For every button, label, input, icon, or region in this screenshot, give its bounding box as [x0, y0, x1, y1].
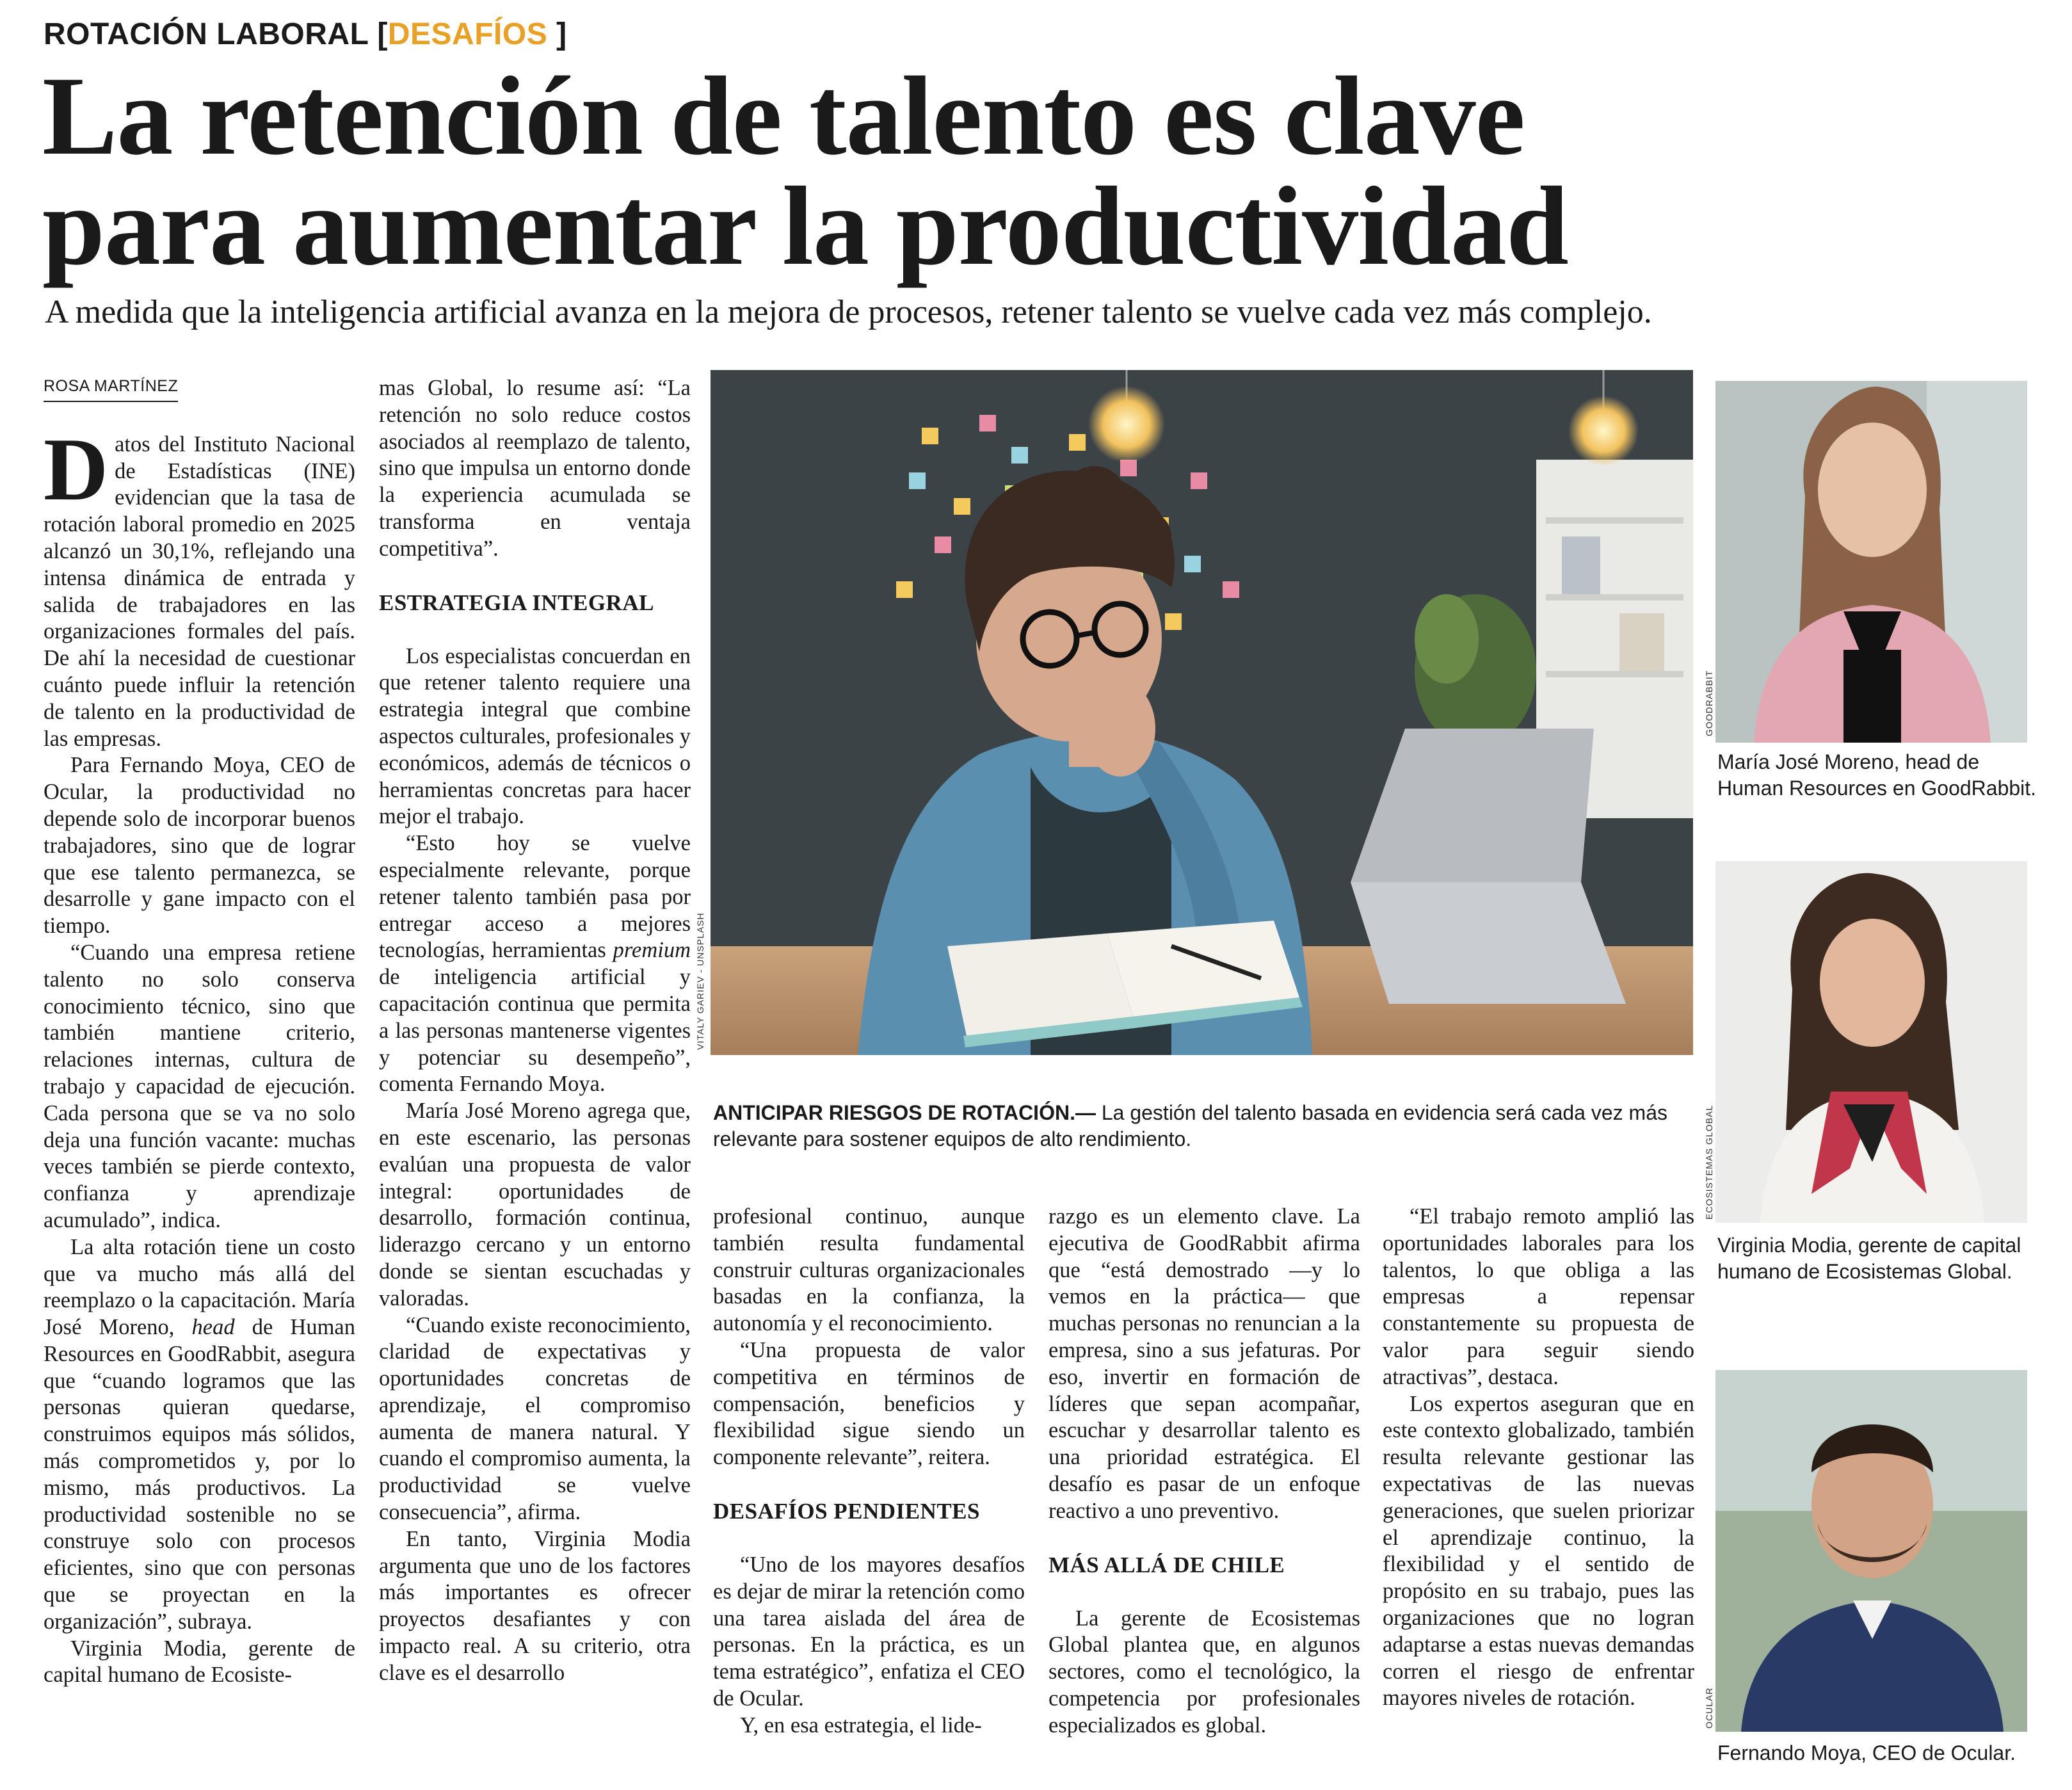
- headline-line-1: La retención de talento es clave: [42, 54, 1525, 179]
- portrait-1-caption: María José Moreno, head de Human Resources en GoodRabbit.: [1717, 750, 2037, 800]
- body-paragraph: profesional continuo, aunque también resulta fundamental construir culturas organizacionales basadas en la confianza, la autonomía y el reconocimiento.: [713, 1204, 1025, 1336]
- portrait-man-patterned-shirt: [1715, 1370, 2027, 1732]
- article-column-2: [379, 375, 691, 1687]
- woman-asleep-at-laptop-illustration: [711, 370, 1693, 1055]
- portrait-2-credit: ECOSISTEMAS GLOBAL: [1704, 1104, 1714, 1220]
- main-photo-caption: ANTICIPAR RIESGOS DE ROTACIÓN.— La gestión del talento basada en evidencia será cada vez más relevante para sostener equipos de alto rendimiento.: [713, 1101, 1667, 1150]
- body-paragraph: Y, en esa estrategia, el lide-: [740, 1713, 982, 1738]
- body-paragraph: “Uno de los mayores desafíos es dejar de mirar la retención como una tarea aislada del área de personas. En la práctica, es un tema estratégico”, enfatiza el CEO de Ocular.: [713, 1552, 1025, 1711]
- kicker-bracket-open: [: [377, 17, 388, 51]
- body-paragraph: mas Global, lo resume así: “La retención no solo reduce costos asociados al reemplazo de talento, sino que impulsa un entorno donde la experiencia acumulada se transforma en ventaja competitiva”.: [379, 376, 691, 561]
- subhead-estrategia-integral: ESTRATEGIA INTEGRAL: [379, 590, 654, 615]
- headline: [42, 54, 2027, 289]
- body-paragraph: “Una propuesta de valor competitiva en términos de compensación, beneficios y flexibilidad sigue siendo un componente relevante”, reitera.: [713, 1337, 1025, 1470]
- article-column-1: [44, 371, 355, 1689]
- deck: A medida que la inteligencia artificial avanza en la mejora de procesos, retener talento se vuelve cada vez más complejo.: [45, 294, 1652, 330]
- body-paragraph: “Cuando existe reconocimiento, claridad de expectativas y oportunidades concretas de aprendizaje, el compromiso aumenta de manera natural. Y cuando el compromiso aumenta, la productividad se vuelve consecuencia”, afirma.: [379, 1312, 691, 1525]
- byline: ROSA MARTÍNEZ: [44, 373, 178, 402]
- body-paragraph: La alta rotación tiene un costo que va mucho más allá del reemplazo o la capacitación. María José Moreno, head de Human Resources en GoodRabbit, asegura que “cuando logramos que las personas quieran quedarse, construimos equipos más sólidos, más comprometidos y, por lo mismo, más productivos. La productividad sostenible no se construye solo con procesos eficientes, sino que con personas que se proyectan en la organización”, subraya.: [44, 1234, 355, 1634]
- portrait-1-credit: GOODRABBIT: [1704, 670, 1714, 736]
- drop-cap: D: [44, 419, 109, 519]
- body-paragraph: Virginia Modia, gerente de capital humano de Ecosiste-: [44, 1636, 355, 1688]
- section-kicker: [44, 17, 567, 52]
- body-paragraph: “Esto hoy se vuelve especialmente relevante, porque retener talento también pasa por entregar acceso a mejores tecnologías, herramientas premium de inteligencia artificial y capacitación continua que permita a las personas mantenerse vigentes y potenciar su desempeño”, comenta Fernando Moya.: [379, 831, 691, 1097]
- portrait-maria-jose-moreno: [1715, 381, 2027, 743]
- portrait-fernando-moya: [1715, 1370, 2027, 1732]
- portrait-woman-scarf: [1715, 861, 2027, 1223]
- headline-line-2: para aumentar la productividad: [42, 164, 1568, 289]
- body-paragraph: Los especialistas concuerdan en que retener talento requiere una estrategia integral que combine aspectos culturales, profesionales y económicos, además de técnicos o herramientas concretas para hacer mejor el trabajo.: [379, 643, 691, 829]
- portrait-virginia-modia: [1715, 861, 2027, 1223]
- kicker-bracket-close: ]: [556, 17, 567, 51]
- body-paragraph: Los expertos aseguran que en este contexto globalizado, también resulta relevante gestionar las expectativas de las nuevas generaciones, que suelen priorizar el aprendizaje continuo, la flexibilidad y el sentido de propósito en su trabajo, pues las organizaciones que no logran adaptarse a estas nuevas demandas corren el riesgo de enfrentar mayores niveles de rotación.: [1383, 1391, 1694, 1711]
- main-photo: [711, 370, 1693, 1055]
- portrait-2-caption: Virginia Modia, gerente de capital humano de Ecosistemas Global.: [1717, 1234, 2021, 1283]
- body-paragraph: En tanto, Virginia Modia argumenta que uno de los factores más importantes es ofrecer proyectos desafiantes y con impacto real. A su criterio, otra clave es el desarrollo: [379, 1526, 691, 1685]
- lead-paragraph: Datos del Instituto Nacional de Estadísticas (INE) evidencian que la tasa de rotación laboral promedio en 2025 alcanzó un 30,1%, reflejando una intensa dinámica de entrada y salida de trabajadores en las organizaciones formales del país. De ahí la necesidad de cuestionar cuánto puede influir la retención de talento en la productividad de las empresas.: [44, 419, 355, 751]
- body-paragraph: La gerente de Ecosistemas Global plantea que, en algunos sectores, como el tecnológico, la competencia por profesionales especializados es global.: [1048, 1606, 1360, 1738]
- main-photo-credit: VITALY GARIEV - UNSPLASH: [695, 912, 705, 1050]
- subhead-desafios-pendientes: DESAFÍOS PENDIENTES: [713, 1498, 980, 1524]
- body-paragraph: razgo es un elemento clave. La ejecutiva de GoodRabbit afirma que “está demostrado —y lo vemos en la práctica— que muchas personas no renuncian a la empresa, sino a sus jefaturas. Por eso, invertir en formación de líderes que sepan acompañar, escuchar y desarrollar talento es una prioridad estratégica. El desafío es pasar de un enfoque reactivo a uno preventivo.: [1048, 1204, 1360, 1523]
- article-column-3: [713, 1204, 1025, 1739]
- article-column-4: [1048, 1204, 1360, 1739]
- portrait-woman-pink-blazer: [1715, 381, 2027, 743]
- portrait-3-credit: OCULAR: [1704, 1687, 1714, 1729]
- body-paragraph: Para Fernando Moya, CEO de Ocular, la productividad no depende solo de incorporar buenos trabajadores, sino que de lograr que ese talento permanezca, se desarrolle y gane impacto con el tiempo.: [44, 753, 355, 939]
- subhead-mas-alla-de-chile: MÁS ALLÁ DE CHILE: [1048, 1552, 1285, 1577]
- kicker-section: ROTACIÓN LABORAL: [44, 17, 369, 51]
- body-paragraph: “Cuando una empresa retiene talento no solo conserva conocimiento técnico, sino que también mantiene criterio, relaciones internas, cultura de trabajo y capacidad de ejecución. Cada persona que se va no solo deja una función vacante: muchas veces también se pierde contexto, confianza y aprendizaje acumulado”, indica.: [44, 940, 355, 1232]
- portrait-3-caption: Fernando Moya, CEO de Ocular.: [1717, 1741, 2016, 1764]
- body-paragraph: María José Moreno agrega que, en este escenario, las personas evalúan una propuesta de valor integral: oportunidades de desarrollo, formación continua, liderazgo cercano y un entorno donde se sientan escuchadas y valoradas.: [379, 1099, 691, 1310]
- article-column-5: [1383, 1204, 1694, 1712]
- kicker-topic: DESAFÍOS: [387, 17, 548, 51]
- body-paragraph: “El trabajo remoto amplió las oportunidades laborales para los talentos, lo que obliga a las empresas a repensar constantemente su propuesta de valor para seguir siendo atractivas”, destaca.: [1383, 1204, 1694, 1389]
- caption-lead: ANTICIPAR RIESGOS DE ROTACIÓN.—: [713, 1101, 1096, 1124]
